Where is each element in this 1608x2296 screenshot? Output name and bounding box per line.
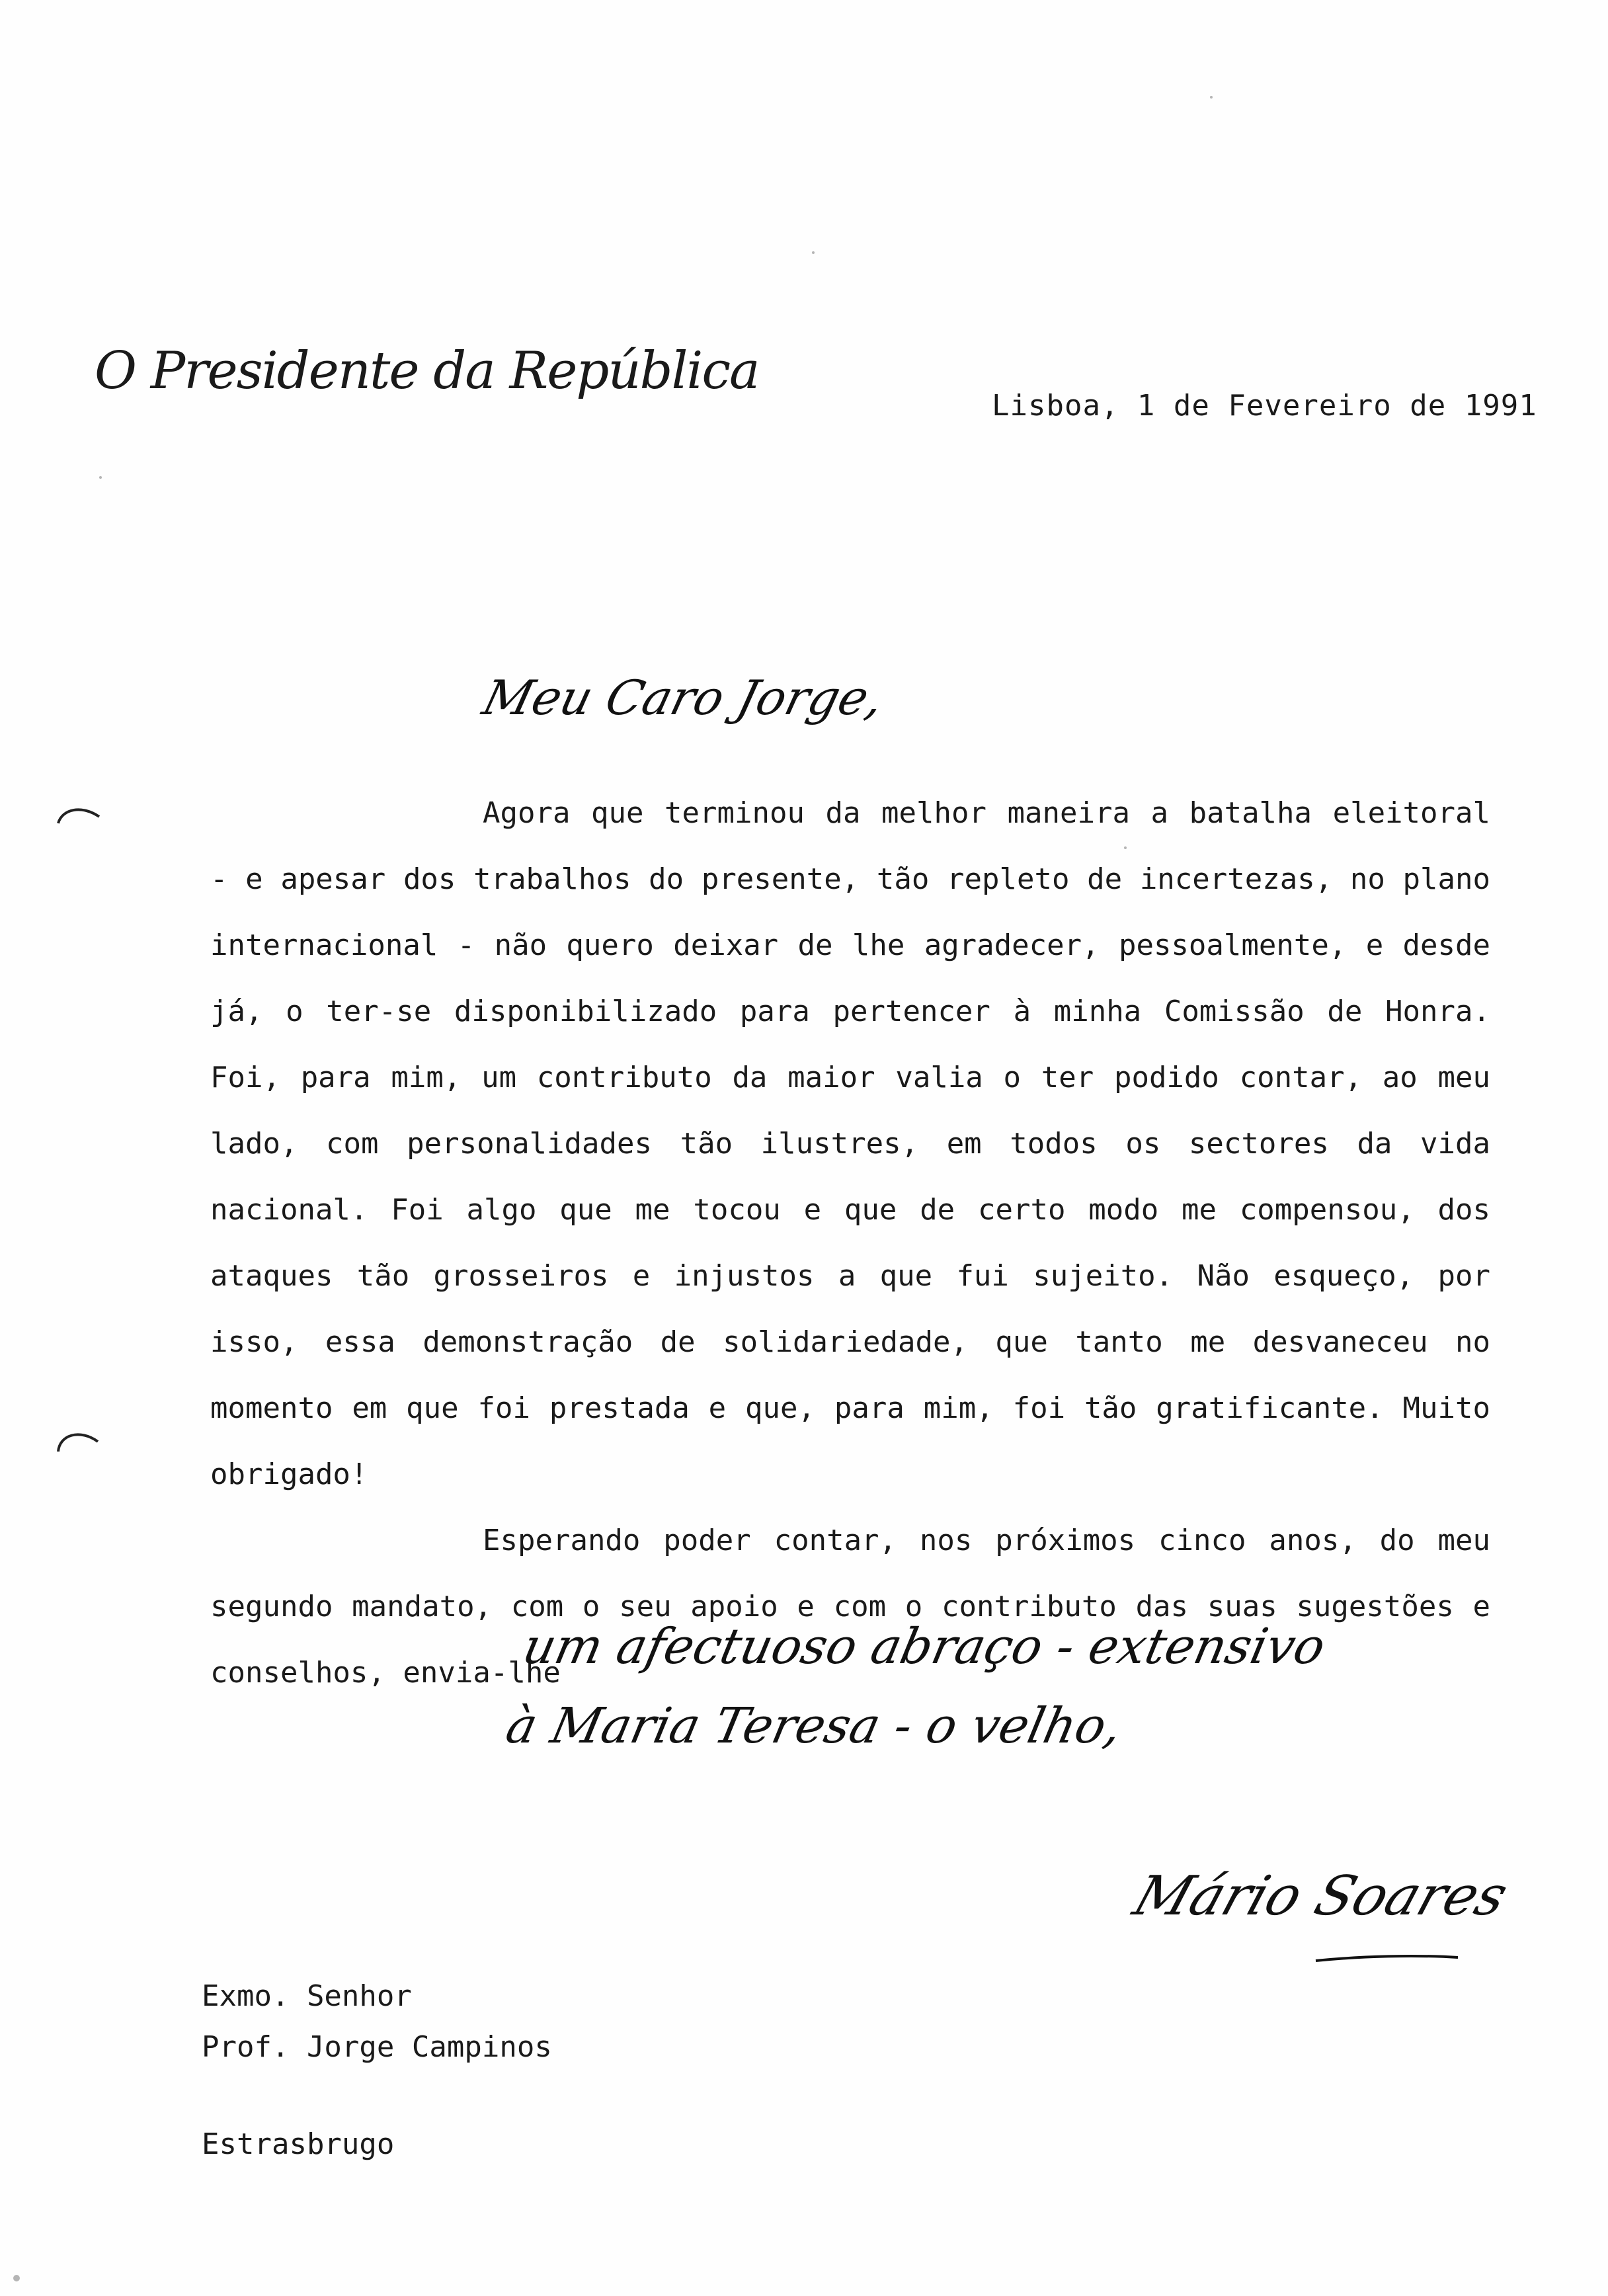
body-paragraph-1: Agora que terminou da melhor maneira a batalha eleitoral - e apesar dos trabalhos do presente, tão repleto de incertezas, no plano internacional - não quero deixar de lhe agradecer, pessoalmente, e desde já, o ter-se disponibilizado para pertencer à minha Comissão de Honra. Foi, para mim, um contributo da maior valia o ter podido contar, ao meu lado, com personalidades tão ilustres, em todos os sectores da vida nacional. Foi algo que me tocou e que de certo modo me compensou, dos ataques tão grosseiros e injustos a que fui sujeito. Não esqueço, por isso, essa demonstração de solidariedade, que tanto me desvaneceu no momento em que foi prestada e que, para mim, foi tão gratificante. Muito obrigado! — [210, 796, 1490, 1491]
scan-speck — [99, 476, 102, 479]
closing-text: um afectuoso abraço - extensivo à Maria Teresa - o velho, — [501, 1618, 1330, 1754]
addressee-line-2: Prof. Jorge Campinos — [202, 2030, 552, 2064]
signature-text: Mário Soares — [1126, 1864, 1516, 1928]
date-line: Lisboa, 1 de Fevereiro de 1991 — [992, 389, 1537, 423]
signature — [1126, 1812, 1516, 1977]
scan-speck — [13, 2275, 20, 2281]
handwritten-salutation — [477, 651, 890, 744]
letterhead-script — [89, 327, 759, 413]
letterhead — [89, 327, 759, 413]
salutation-text: Meu Caro Jorge, — [477, 671, 890, 726]
signature-underline — [1316, 1956, 1458, 1961]
letter-body — [210, 780, 1490, 1706]
punch-hole-mark-top — [53, 797, 106, 837]
addressee-line-1: Exmo. Senhor — [202, 1979, 412, 2013]
scan-speck — [1124, 846, 1127, 849]
scan-speck — [1210, 96, 1213, 99]
body-paragraph-2: Esperando poder contar, nos próximos cinco anos, do meu segundo mandato, com o seu apoio e com o contributo das suas sugestões e conselhos, envia-lhe — [210, 1524, 1490, 1690]
letterhead-title: O Presidente da República — [95, 341, 759, 401]
punch-hole-mark-bottom — [53, 1422, 106, 1461]
addressee-block — [202, 1971, 552, 2170]
scan-speck — [812, 251, 815, 254]
addressee-city: Estrasbrugo — [202, 2127, 395, 2161]
